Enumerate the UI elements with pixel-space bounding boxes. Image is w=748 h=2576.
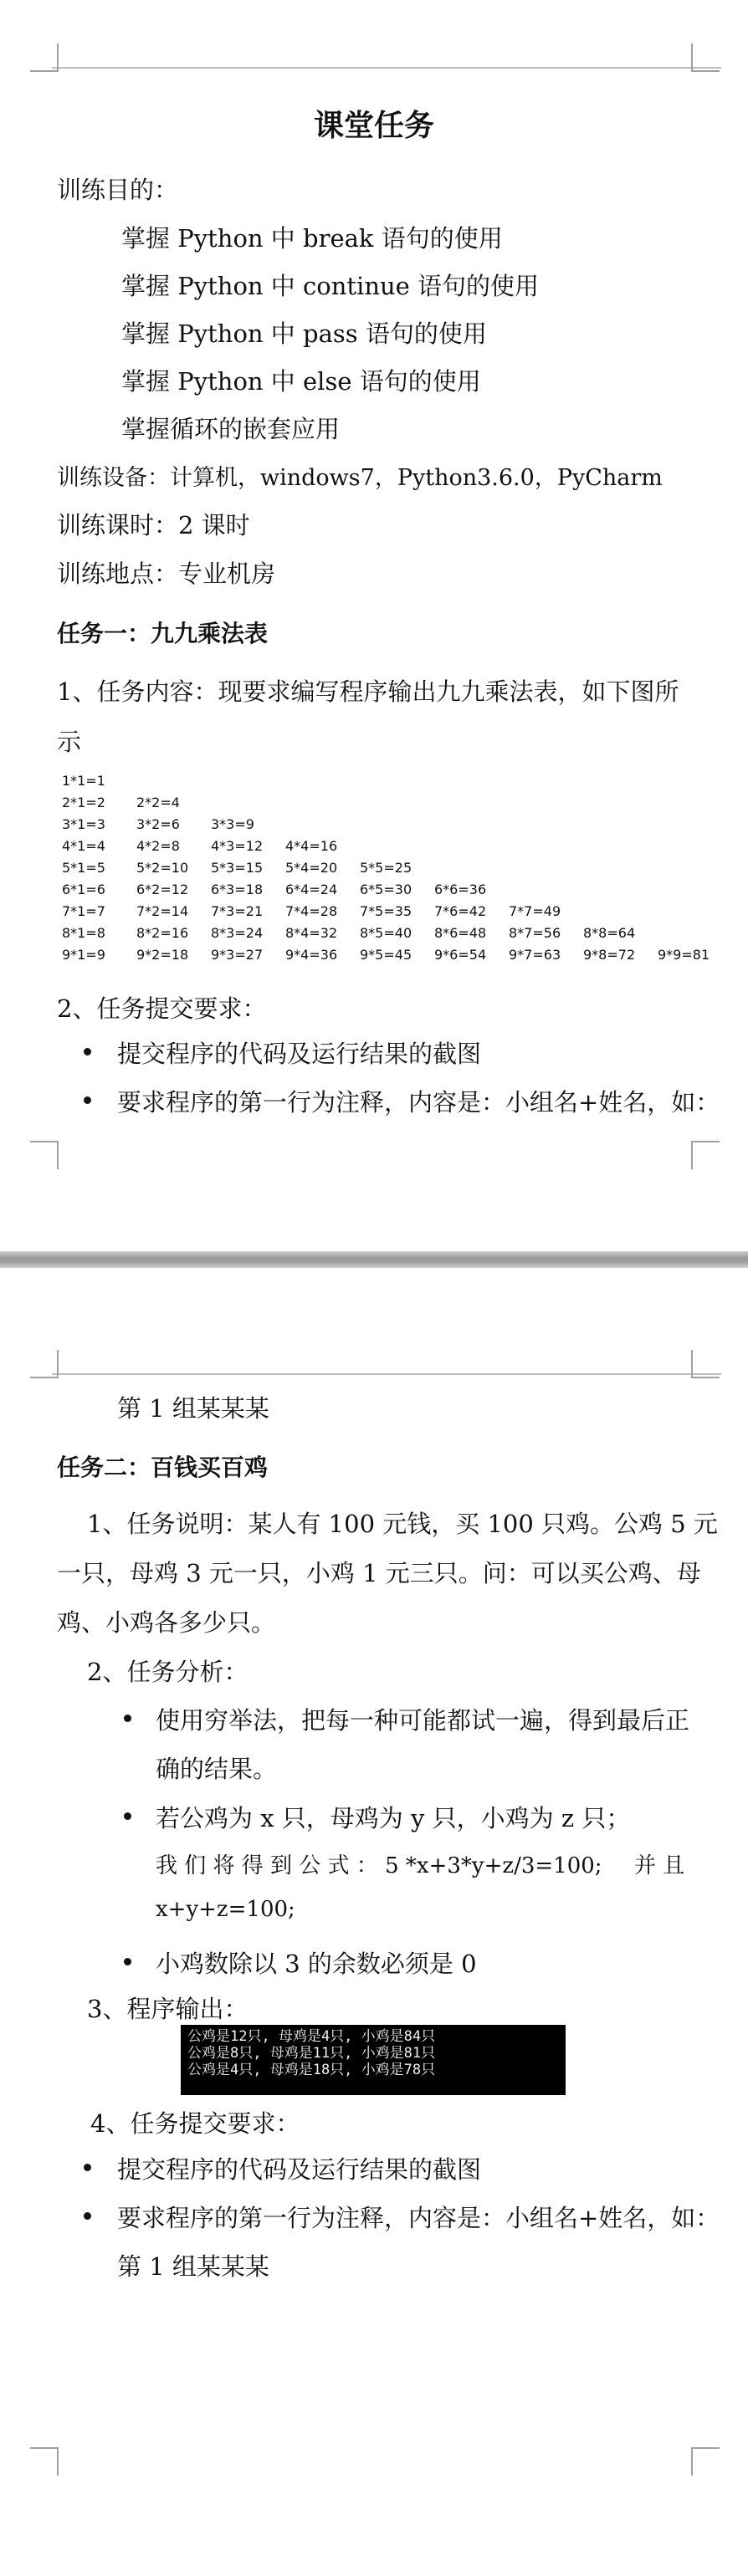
table-cell: 4*1=4	[62, 838, 105, 854]
task2-desc-cont: 鸡、小鸡各多少只。	[57, 1608, 276, 1637]
table-cell: 8*1=8	[62, 925, 105, 941]
table-cell: 9*4=36	[285, 947, 338, 963]
table-cell: 6*3=18	[211, 882, 264, 897]
table-cell: 7*4=28	[285, 903, 338, 919]
formula-line: 我 们 将 得 到 公 式 ： 5 *x+3*y+z/3=100;	[156, 1853, 602, 1878]
formula-line-cont: x+y+z=100;	[156, 1897, 295, 1922]
table-cell: 8*5=40	[360, 925, 412, 941]
table-cell: 8*2=16	[136, 925, 189, 941]
example-name-end: 第 1 组某某某	[117, 2252, 269, 2281]
table-cell: 2*2=4	[136, 795, 180, 810]
table-cell: 9*3=27	[211, 947, 264, 963]
task1-content-cont: 示	[57, 728, 82, 756]
submit-item: 提交程序的代码及运行结果的截图	[117, 1040, 482, 1068]
table-cell: 5*1=5	[62, 860, 105, 876]
submit-item: 要求程序的第一行为注释，内容是：小组名+姓名，如：	[117, 2204, 720, 2232]
table-cell: 4*4=16	[285, 838, 338, 854]
objective-item: 掌握 Python 中 break 语句的使用	[121, 224, 503, 253]
task1-heading: 任务一：九九乘法表	[57, 620, 269, 647]
objective-item: 掌握 Python 中 pass 语句的使用	[121, 319, 487, 348]
table-cell: 6*2=12	[136, 882, 189, 897]
table-cell: 5*2=10	[136, 860, 189, 876]
location-line: 训练地点：专业机房	[57, 560, 276, 588]
objective-item: 掌握 Python 中 continue 语句的使用	[121, 272, 540, 300]
objective-item: 掌握循环的嵌套应用	[121, 415, 341, 443]
margin-mark-bottom-left	[30, 1141, 59, 1169]
page-separator	[0, 1251, 748, 1268]
output-heading: 3、程序输出：	[87, 1995, 248, 2023]
table-cell: 5*3=15	[211, 860, 264, 876]
submit-item: 要求程序的第一行为注释，内容是：小组名+姓名，如：	[117, 1088, 720, 1117]
margin-mark-top-right	[691, 43, 720, 72]
submit-heading-2: 4、任务提交要求：	[90, 2109, 300, 2138]
formula-line-end: 并 且	[634, 1853, 685, 1878]
table-cell: 8*3=24	[211, 925, 264, 941]
table-cell: 9*1=9	[62, 947, 105, 963]
submit-item: 提交程序的代码及运行结果的截图	[117, 2155, 482, 2184]
table-cell: 5*4=20	[285, 860, 338, 876]
bullet-dot	[84, 1048, 91, 1055]
table-cell: 8*7=56	[509, 925, 561, 941]
submit-heading: 2、任务提交要求：	[57, 994, 267, 1023]
table-cell: 9*9=81	[658, 947, 710, 963]
table-cell: 7*2=14	[136, 903, 189, 919]
table-cell: 4*2=8	[136, 838, 180, 854]
page-title: 课堂任务	[313, 109, 434, 143]
bullet-dot	[84, 2164, 91, 2171]
table-cell: 2*1=2	[62, 795, 105, 810]
table-cell: 6*1=6	[62, 882, 105, 897]
bullet-dot	[84, 2212, 91, 2220]
program-output-console	[181, 2025, 566, 2095]
margin-mark-top-right	[691, 1350, 720, 1378]
bullet-dot	[124, 1715, 131, 1722]
header-rule	[52, 67, 721, 69]
bullet-dot	[84, 1096, 91, 1104]
analysis-item: 小鸡数除以 3 的余数必须是 0	[156, 1950, 477, 1978]
task1-content: 1、任务内容：现要求编写程序输出九九乘法表，如下图所	[57, 677, 679, 706]
equipment-line: 训练设备：计算机，windows7，Python3.6.0，PyCharm	[57, 465, 663, 491]
table-cell: 8*6=48	[434, 925, 487, 941]
document-page-1	[0, 0, 748, 1251]
table-cell: 7*5=35	[360, 903, 412, 919]
table-cell: 3*3=9	[211, 816, 254, 832]
task2-desc: 1、任务说明：某人有 100 元钱，买 100 只鸡。公鸡 5 元	[87, 1510, 718, 1538]
objective-label: 训练目的：	[57, 176, 179, 204]
table-cell: 7*1=7	[62, 903, 105, 919]
table-cell: 8*8=64	[583, 925, 636, 941]
table-cell: 8*4=32	[285, 925, 338, 941]
console-line: 公鸡是12只, 母鸡是4只, 小鸡是84只	[187, 2028, 436, 2045]
table-cell: 9*5=45	[360, 947, 412, 963]
margin-mark-top-left	[30, 43, 59, 72]
objective-item: 掌握 Python 中 else 语句的使用	[121, 367, 481, 396]
analysis-item-cont: 确的结果。	[156, 1755, 278, 1783]
console-line: 公鸡是4只, 母鸡是18只, 小鸡是78只	[187, 2062, 436, 2078]
table-cell: 6*4=24	[285, 882, 338, 897]
console-line: 公鸡是8只, 母鸡是11只, 小鸡是81只	[187, 2045, 436, 2062]
margin-mark-bottom-right	[691, 1141, 720, 1169]
bullet-dot	[124, 1812, 131, 1820]
table-cell: 9*8=72	[583, 947, 636, 963]
table-cell: 7*3=21	[211, 903, 264, 919]
margin-mark-bottom-right	[691, 2447, 720, 2476]
analysis-item: 使用穷举法，把每一种可能都试一遍，得到最后正	[156, 1706, 690, 1735]
example-name: 第 1 组某某某	[117, 1394, 269, 1423]
table-cell: 6*5=30	[360, 882, 412, 897]
multiplication-table	[62, 773, 715, 974]
analysis-heading: 2、任务分析：	[87, 1658, 248, 1686]
analysis-item: 若公鸡为 x 只，母鸡为 y 只，小鸡为 z 只；	[156, 1804, 631, 1832]
table-cell: 5*5=25	[360, 860, 412, 876]
table-cell: 1*1=1	[62, 773, 105, 789]
table-cell: 9*7=63	[509, 947, 561, 963]
table-cell: 3*2=6	[136, 816, 180, 832]
table-cell: 6*6=36	[434, 882, 487, 897]
margin-mark-top-left	[30, 1350, 59, 1378]
table-cell: 9*2=18	[136, 947, 189, 963]
table-cell: 7*7=49	[509, 903, 561, 919]
table-cell: 7*6=42	[434, 903, 487, 919]
margin-mark-bottom-left	[30, 2447, 59, 2476]
hours-line: 训练课时：2 课时	[57, 511, 250, 539]
header-rule	[52, 1373, 721, 1375]
task2-desc-cont: 一只，母鸡 3 元一只，小鸡 1 元三只。问：可以买公鸡、母	[57, 1559, 701, 1587]
bullet-dot	[124, 1958, 131, 1965]
table-cell: 9*6=54	[434, 947, 487, 963]
table-cell: 3*1=3	[62, 816, 105, 832]
table-cell: 4*3=12	[211, 838, 264, 854]
task2-heading: 任务二：百钱买百鸡	[57, 1454, 269, 1481]
